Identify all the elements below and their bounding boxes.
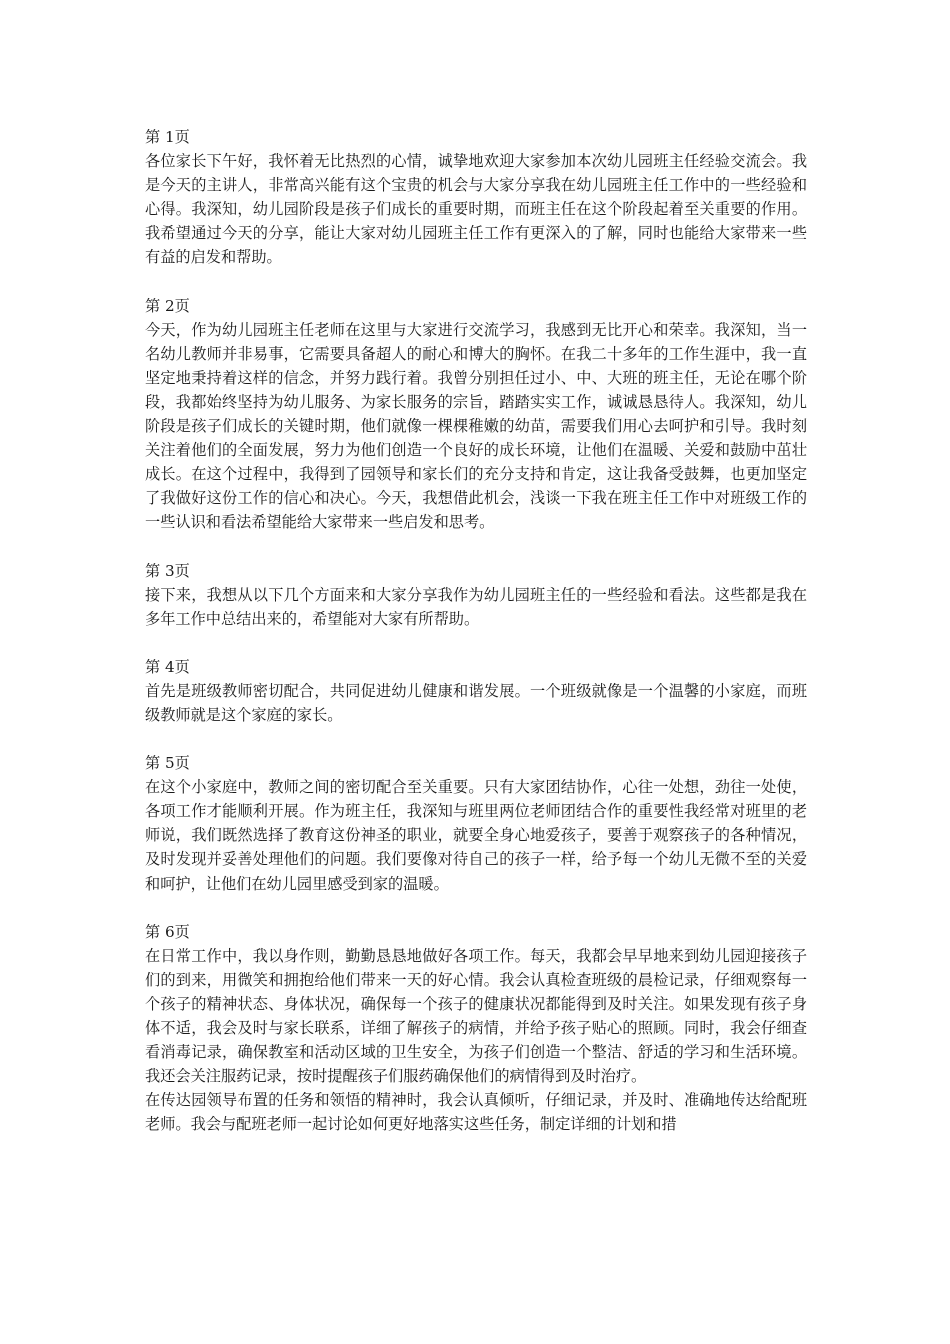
paragraph: 在这个小家庭中，教师之间的密切配合至关重要。只有大家团结协作，心往一处想，劲往一处使，各项工作才能顺利开展。作为班主任，我深知与班里两位老师团结合作的重要性我经常对班里的老师说，我们既然选择了教育这份神圣的职业，就要全身心地爱孩子，要善于观察孩子的各种情况，及时发现并妥善处理他们的问题。我们要像对待自己的孩子一样，给予每一个幼儿无微不至的关爱和呵护，让他们在幼儿园里感受到家的温暖。 — [145, 778, 807, 893]
page-section-3 — [145, 559, 807, 631]
document-page — [145, 125, 807, 1160]
page-section-4 — [145, 655, 807, 727]
page-section-2 — [145, 294, 807, 535]
paragraph: 今天，作为幼儿园班主任老师在这里与大家进行交流学习，我感到无比开心和荣幸。我深知，当一名幼儿教师并非易事，它需要具备超人的耐心和博大的胸怀。在我二十多年的工作生涯中，我一直坚定地秉持着这样的信念，并努力践行着。我曾分别担任过小、中、大班的班主任，无论在哪个阶段，我都始终坚持为幼儿服务、为家长服务的宗旨，踏踏实实工作，诚诚恳恳待人。我深知，幼儿阶段是孩子们成长的关键时期，他们就像一棵棵稚嫩的幼苗，需要我们用心去呵护和引导。我时刻关注着他们的全面发展，努力为他们创造一个良好的成长环境，让他们在温暖、关爱和鼓励中茁壮成长。在这个过程中，我得到了园领导和家长们的充分支持和肯定，这让我备受鼓舞，也更加坚定了我做好这份工作的信心和决心。今天，我想借此机会，浅谈一下我在班主任工作中对班级工作的一些认识和看法希望能给大家带来一些启发和思考。 — [145, 320, 807, 532]
paragraph: 首先是班级教师密切配合，共同促进幼儿健康和谐发展。一个班级就像是一个温馨的小家庭，而班级教师就是这个家庭的家长。 — [145, 681, 807, 724]
paragraph: 在日常工作中，我以身作则，勤勤恳恳地做好各项工作。每天，我都会早早地来到幼儿园迎接孩子们的到来，用微笑和拥抱给他们带来一天的好心情。我会认真检查班级的晨检记录，仔细观察每一个孩子的精神状态、身体状况，确保每一个孩子的健康状况都能得到及时关注。如果发现有孩子身体不适，我会及时与家长联系，详细了解孩子的病情，并给予孩子贴心的照顾。同时，我会仔细查看消毒记录，确保教室和活动区域的卫生安全，为孩子们创造一个整洁、舒适的学习和生活环境。我还会关注服药记录，按时提醒孩子们服药确保他们的病情得到及时治疗。 — [145, 946, 807, 1086]
paragraph: 各位家长下午好，我怀着无比热烈的心情，诚挚地欢迎大家参加本次幼儿园班主任经验交流会。我是今天的主讲人，非常高兴能有这个宝贵的机会与大家分享我在幼儿园班主任工作中的一些经验和心得。我深知，幼儿园阶段是孩子们成长的重要时期，而班主任在这个阶段起着至关重要的作用。我希望通过今天的分享，能让大家对幼儿园班主任工作有更深入的了解，同时也能给大家带来一些有益的启发和帮助。 — [145, 152, 807, 267]
page-number-label: 第 1页 — [145, 128, 190, 146]
page-section-5 — [145, 751, 807, 896]
page-number-label: 第 5页 — [145, 754, 190, 773]
page-number-label: 第 2页 — [145, 296, 190, 315]
page-number-label: 第 6页 — [145, 922, 190, 941]
page-number-label: 第 4页 — [145, 657, 190, 676]
paragraph: 在传达园领导布置的任务和领悟的精神时，我会认真倾听，仔细记录，并及时、准确地传达给配班老师。我会与配班老师一起讨论如何更好地落实这些任务，制定详细的计划和措 — [145, 1091, 807, 1134]
page-section-1 — [145, 125, 807, 270]
page-section-6 — [145, 920, 807, 1137]
page-number-label: 第 3页 — [145, 561, 190, 580]
paragraph: 接下来，我想从以下几个方面来和大家分享我作为幼儿园班主任的一些经验和看法。这些都是我在多年工作中总结出来的，希望能对大家有所帮助。 — [145, 585, 807, 628]
